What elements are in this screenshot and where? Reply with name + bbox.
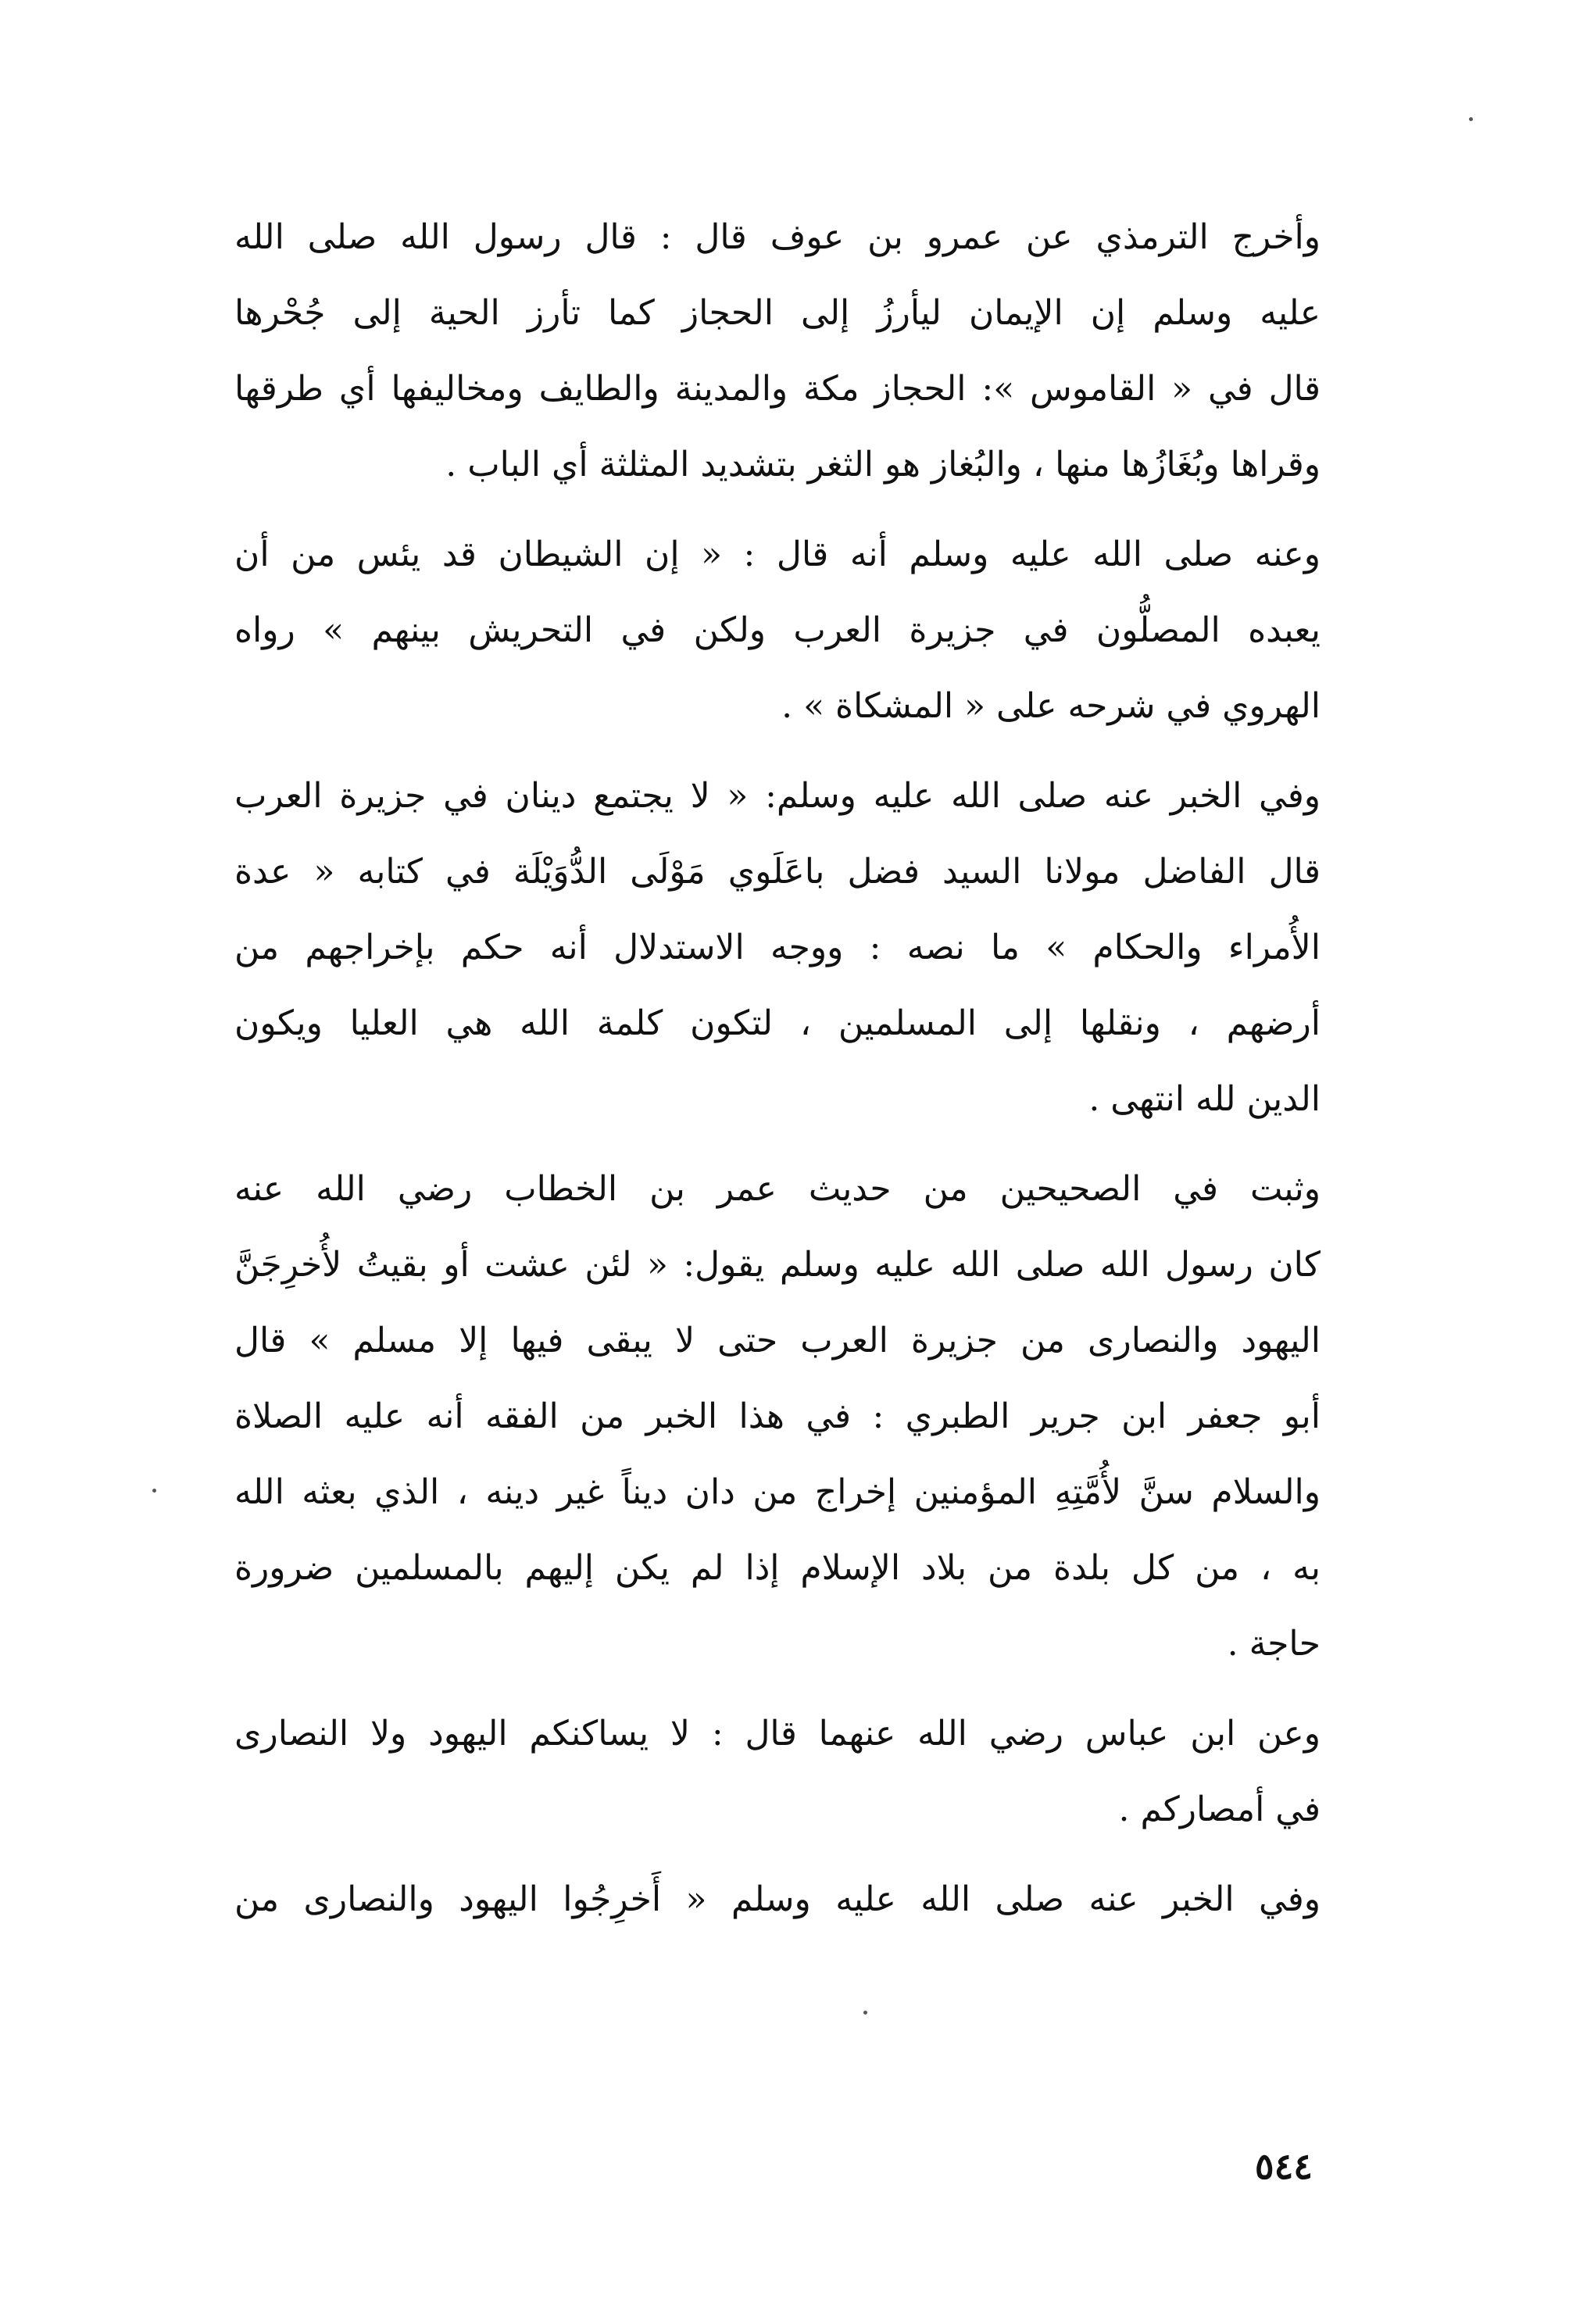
text-line: أرضهم ، ونقلها إلى المسلمين ، لتكون كلمة الله هي العليا ويكون (234, 1003, 1321, 1043)
paragraph-ibn-abbas (234, 1696, 1321, 1847)
text-line: الهروي في شرحه على « المشكاة » . (781, 686, 1321, 726)
text-line: وعن ابن عباس رضي الله عنهما قال : لا يساكنكم اليهود ولا النصارى (234, 1714, 1321, 1754)
text-line: وأخرج الترمذي عن عمرو بن عوف قال : قال رسول الله صلى الله (234, 217, 1321, 257)
paragraph-two-religions (234, 758, 1321, 1137)
text-line: حاجة . (1227, 1624, 1321, 1664)
paragraph-sahihayn (234, 1151, 1321, 1682)
text-line: أبو جعفر ابن جرير الطبري : في هذا الخبر من الفقه أنه عليه الصلاة (234, 1396, 1321, 1436)
paragraph-expel (234, 1861, 1321, 1937)
scan-speck (1469, 117, 1473, 121)
text-line: اليهود والنصارى من جزيرة العرب حتى لا يبقى فيها إلا مسلم » قال (234, 1321, 1321, 1360)
text-line: الدين لله انتهى . (1088, 1079, 1321, 1119)
text-line: عليه وسلم إن الإيمان ليأرزُ إلى الحجاز كما تأرز الحية إلى جُحْرها (234, 293, 1321, 333)
text-line: قال في « القاموس »: الحجاز مكة والمدينة والطايف ومخاليفها أي طرقها (234, 369, 1321, 409)
paragraph-shaitan (234, 517, 1321, 744)
scan-speck (152, 1489, 156, 1493)
text-line: وثبت في الصحيحين من حديث عمر بن الخطاب رضي الله عنه (234, 1169, 1321, 1209)
text-line: قال الفاضل مولانا السيد فضل باعَلَوي مَوْلَى الدُّوَيْلَة في كتابه « عدة (234, 852, 1321, 892)
text-line: والسلام سنَّ لأُمَّتِهِ المؤمنين إخراج من دان ديناً غير دينه ، الذي بعثه الله (234, 1472, 1321, 1512)
text-line: وفي الخبر عنه صلى الله عليه وسلم « أَخرِجُوا اليهود والنصارى من (234, 1879, 1321, 1919)
page-number: ٥٤٤ (1254, 2145, 1313, 2187)
text-line: يعبده المصلُّون في جزيرة العرب ولكن في التحريش بينهم » رواه (234, 610, 1321, 650)
text-line: به ، من كل بلدة من بلاد الإسلام إذا لم يكن إليهم بالمسلمين ضرورة (234, 1548, 1321, 1588)
text-line: في أمصاركم . (1118, 1789, 1321, 1829)
text-line: وعنه صلى الله عليه وسلم أنه قال : « إن الشيطان قد يئس من أن (234, 535, 1321, 574)
body-text (234, 199, 1321, 1951)
text-line: وفي الخبر عنه صلى الله عليه وسلم: « لا يجتمع دينان في جزيرة العرب (234, 776, 1321, 816)
text-line: كان رسول الله صلى الله عليه وسلم يقول: « لئن عشت أو بقيتُ لأُخرِجَنَّ (234, 1245, 1321, 1285)
paragraph-tirmidhi (234, 199, 1321, 502)
text-line: الأُمراء والحكام » ما نصه : ووجه الاستدلال أنه حكم بإخراجهم من (234, 928, 1321, 967)
scan-speck (863, 2011, 867, 2015)
text-line: وقراها وبُغَازُها منها ، والبُغاز هو الثغر بتشديد المثلثة أي الباب . (445, 445, 1321, 484)
